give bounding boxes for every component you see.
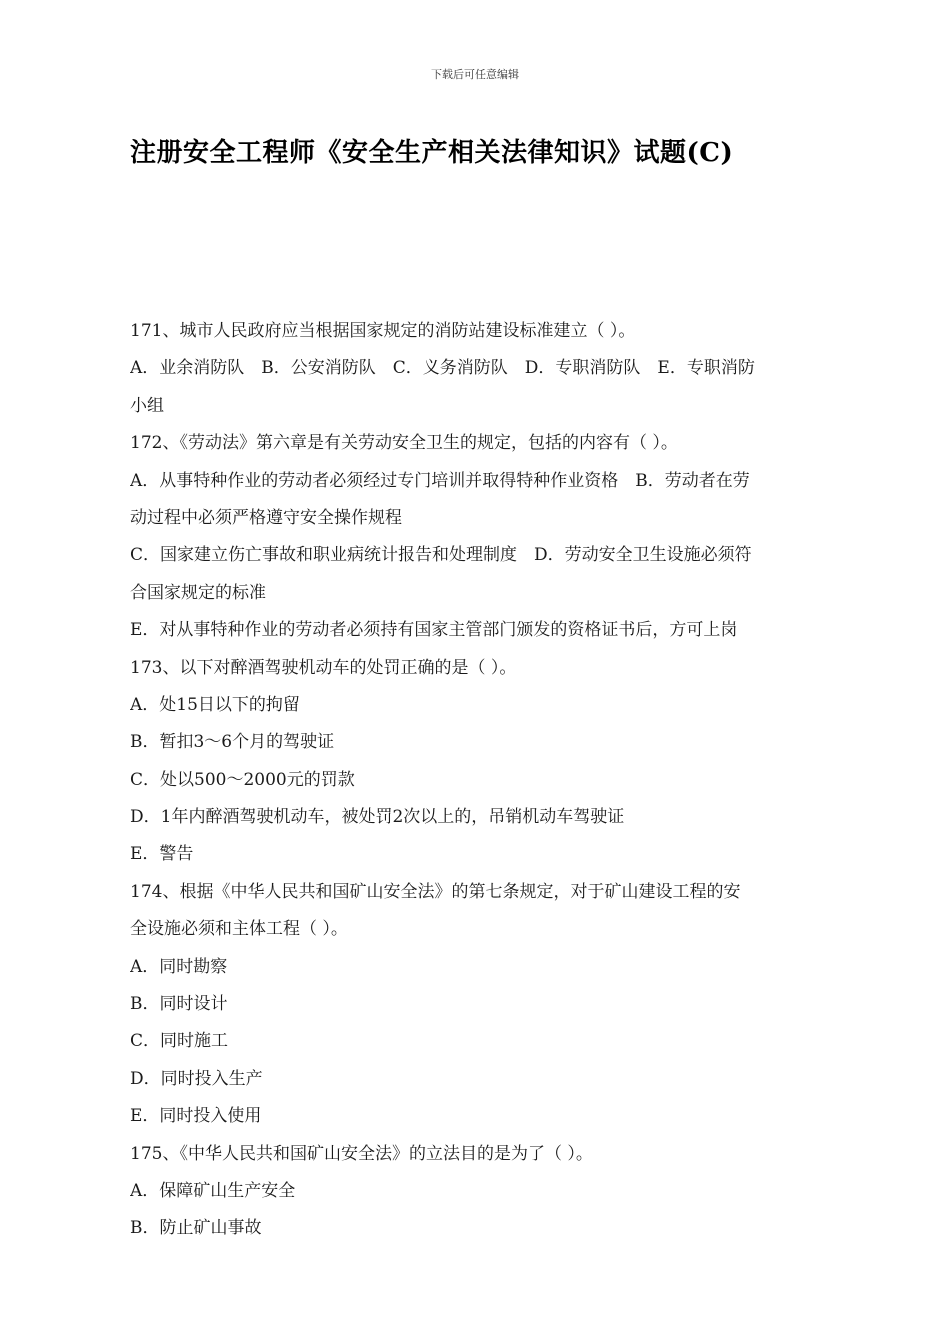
option-174-c: C．同时施工 (130, 1031, 229, 1052)
options-172-ab: A．从事特种作业的劳动者必须经过专门培训并取得特种作业资格 B．劳动者在劳 (130, 470, 750, 491)
option-173-d: D．1年内醉酒驾驶机动车，被处罚2次以上的，吊销机动车驾驶证 (130, 807, 625, 828)
option-173-a: A．处15日以下的拘留 (130, 694, 300, 715)
options-172-ab-cont: 动过程中必须严格遵守安全操作规程 (130, 507, 402, 528)
document-title: 注册安全工程师《安全生产相关法律知识》试题(C) (130, 138, 734, 168)
option-173-e: E．警告 (130, 844, 194, 865)
option-174-a: A．同时勘察 (130, 956, 228, 977)
option-175-b: B．防止矿山事故 (130, 1218, 262, 1239)
question-173: 173、以下对醉酒驾驶机动车的处罚正确的是（ ）。 (130, 657, 517, 678)
option-173-c: C．处以500～2000元的罚款 (130, 769, 355, 790)
option-174-d: D．同时投入生产 (130, 1068, 263, 1089)
question-174-cont: 全设施必须和主体工程（ ）。 (130, 919, 348, 940)
option-175-a: A．保障矿山生产安全 (130, 1180, 296, 1201)
header-note: 下载后可任意编辑 (431, 68, 519, 81)
question-content (130, 313, 820, 1248)
option-174-e: E．同时投入使用 (130, 1106, 262, 1127)
option-173-b: B．暂扣3～6个月的驾驶证 (130, 732, 335, 753)
option-174-b: B．同时设计 (130, 994, 228, 1015)
option-172-e: E．对从事特种作业的劳动者必须持有国家主管部门颁发的资格证书后，方可上岗 (130, 620, 738, 641)
question-172: 172、《劳动法》第六章是有关劳动安全卫生的规定，包括的内容有（ ）。 (130, 433, 678, 454)
options-172-cd-cont: 合国家规定的标准 (130, 582, 266, 603)
question-171: 171、城市人民政府应当根据国家规定的消防站建设标准建立（ ）。 (130, 321, 636, 341)
options-171: A．业余消防队 B．公安消防队 C．义务消防队 D．专职消防队 E．专职消防 (130, 358, 755, 379)
question-174: 174、根据《中华人民共和国矿山安全法》的第七条规定，对于矿山建设工程的安 (130, 881, 741, 902)
options-171-cont: 小组 (130, 395, 164, 416)
options-172-cd: C．国家建立伤亡事故和职业病统计报告和处理制度 D．劳动安全卫生设施必须符 (130, 545, 752, 566)
question-175: 175、《中华人民共和国矿山安全法》的立法目的是为了（ ）。 (130, 1143, 593, 1164)
